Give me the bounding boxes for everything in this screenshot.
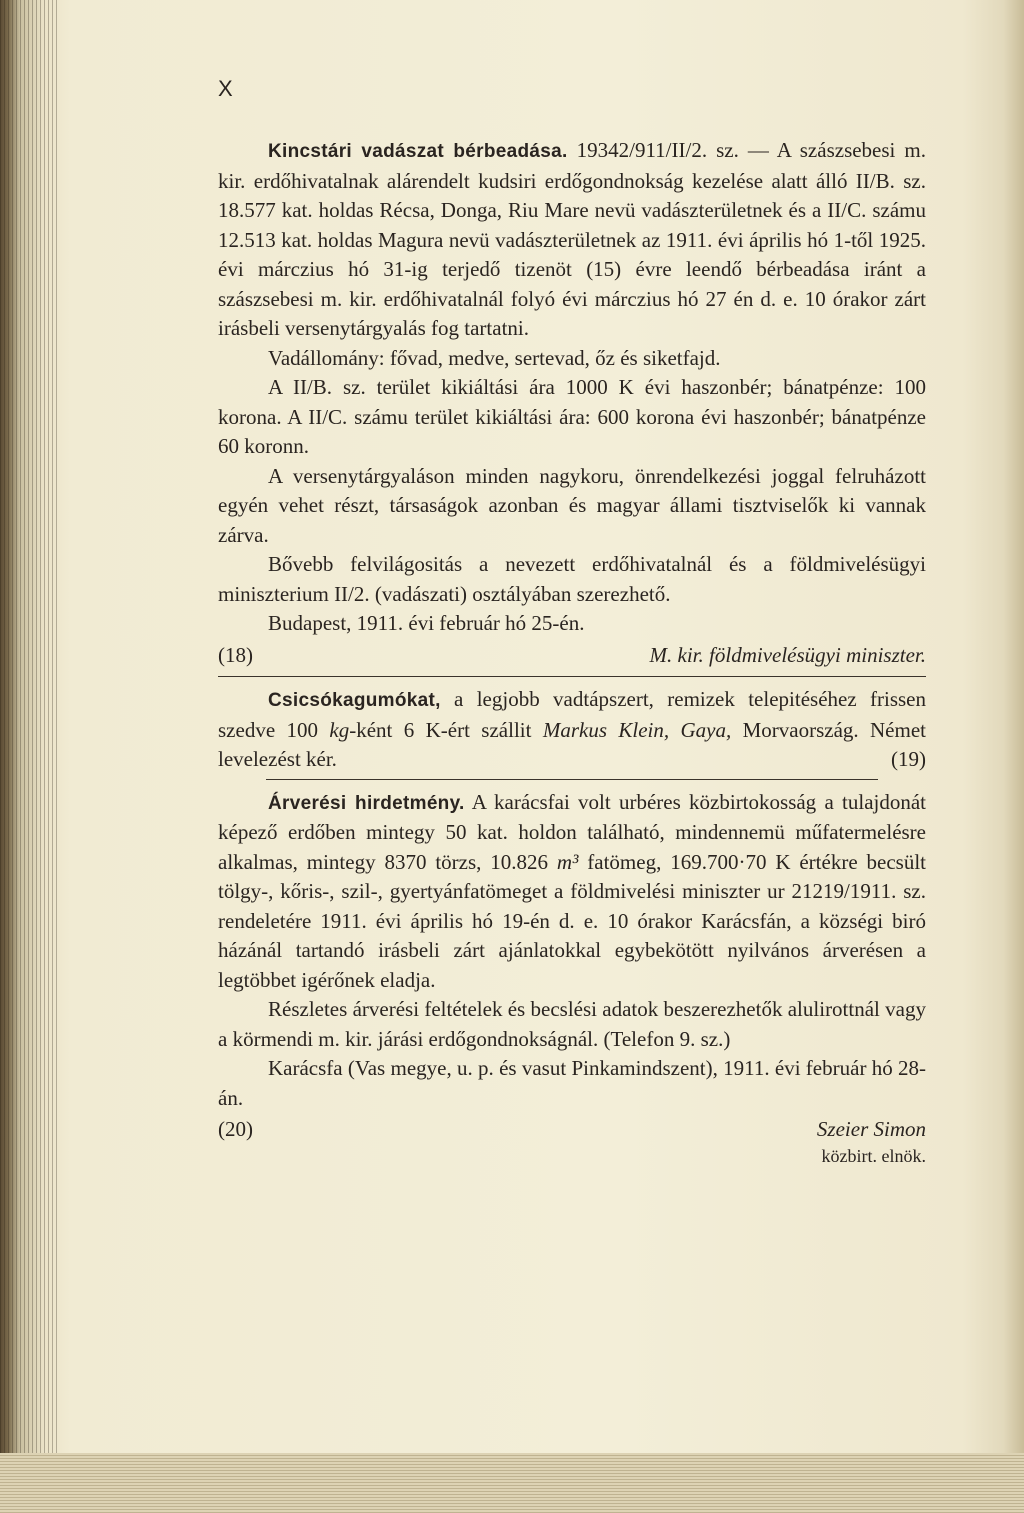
paragraph: A II/B. sz. terület kikiáltási ára 1000 K évi haszonbér; bánatpénze: 100 korona. A II/C. számu terület kikiáltási ára: 600 korona évi haszonbér; bánatpénze 60 koronn. bbox=[218, 375, 926, 458]
paragraph-text: Morvaország. Német levelezést kér. bbox=[218, 717, 926, 771]
paragraph: Bővebb felvilágositás a nevezett erdőhivatalnál és a földmivelésügyi miniszterium II/2. (vadászati) osztályában szerezhető. bbox=[218, 552, 926, 606]
book-spine-edge bbox=[0, 0, 60, 1513]
reference-number: (19) bbox=[891, 747, 926, 771]
notice-hunting-lease-intro bbox=[218, 136, 926, 344]
notice-heading: Árverési hirdetmény. bbox=[268, 792, 465, 814]
date-line: Karácsfa (Vas megye, u. p. és vasut Pinkamindszent), 1911. évi február hó 28-án. bbox=[218, 1056, 926, 1110]
reference-number: (20) bbox=[218, 1117, 253, 1141]
signature: M. kir. földmivelésügyi miniszter. bbox=[649, 642, 926, 667]
paragraph bbox=[218, 788, 926, 996]
paragraph-text: 19342/911/II/2. sz. — A szászsebesi m. kir. erdőhivatalnak alárendelt kudsiri erdőgondnokság kezelése alatt álló II/B. sz. 18.577 kat. holdas Récsa, Donga, Riu Mare nevü vadászterületnek és a II/C. számu 12.513 kat. holdas Magura nevü vadászterületnek az 1911. évi április hó 1-től 1925. évi márczius hó 31-ig terjedő tizenöt (15) évre leendő bérbeadása iránt a szászsebesi m. kir. erdőhivatalnál folyó évi márczius hó 27 én d. e. 10 órakor zárt irásbeli versenytárgyalás fog tartatni. bbox=[218, 138, 926, 340]
signature-row bbox=[218, 1115, 926, 1145]
page-stack-edge bbox=[0, 1453, 1024, 1513]
paragraph: Vadállomány: fővad, medve, sertevad, őz és siketfajd. bbox=[268, 345, 721, 370]
signatory-title: közbirt. elnök. bbox=[821, 1145, 926, 1166]
paragraph-text: fatömeg, 169.700·70 K értékre becsült tölgy-, kőris-, szil-, gyertyánfatömeget a földmivelési miniszter ur 21219/1911. sz. rendeletére 1911. évi április hó 19-én d. e. 10 órakor Karácsfán, a községi biró házánál tartandó irásbeli zárt ajánlatokkal egybekötött nyilvános árverésen a legtöbbet igérőnek eladja. bbox=[218, 849, 926, 992]
paragraph-text: -ként 6 K-ért szállit bbox=[349, 717, 543, 742]
paragraph-text: a legjobb vadtápszert, remizek telepitéséhez frissen szedve 100 bbox=[218, 687, 926, 742]
unit: kg bbox=[329, 717, 350, 742]
reference-number: (18) bbox=[218, 642, 253, 667]
unit: m³ bbox=[556, 849, 579, 874]
notice-jerusalem-artichoke bbox=[218, 685, 926, 775]
paragraph: Részletes árverési feltételek és becslési adatok beszerezhetők alulirottnál vagy a körmendi m. kir. járási erdőgondnokságnál. (Telefon 9. sz.) bbox=[218, 997, 926, 1051]
notice-hunting-lease bbox=[218, 136, 926, 670]
divider bbox=[266, 779, 878, 780]
paragraph: A versenytárgyaláson minden nagykoru, önrendelkezési joggal felruházott egyén vehet részt, társaságok azonban és magyar állami tisztviselők ki vannak zárva. bbox=[218, 463, 926, 547]
signature: Szeier Simon bbox=[816, 1117, 926, 1141]
signature-row bbox=[218, 641, 926, 671]
page-content bbox=[218, 136, 926, 1167]
notice-auction bbox=[218, 788, 926, 1167]
notice-heading: Csicsókagumókat, bbox=[268, 690, 441, 711]
date-line: Budapest, 1911. évi február hó 25-én. bbox=[268, 611, 585, 635]
advertiser-name: Markus Klein, Gaya, bbox=[542, 717, 732, 742]
paragraph bbox=[218, 685, 926, 775]
page-number: X bbox=[218, 76, 233, 101]
divider bbox=[218, 676, 926, 677]
notice-heading: Kincstári vadászat bérbeadása. bbox=[268, 141, 568, 162]
paragraph-text: A karácsfai volt urbéres közbirtokosság a tulajdonát képező erdőben mintegy 50 kat. holdon található, mindennemü műfatermelésre alkalmas, mintegy 8370 törzs, 10.826 bbox=[218, 789, 927, 874]
